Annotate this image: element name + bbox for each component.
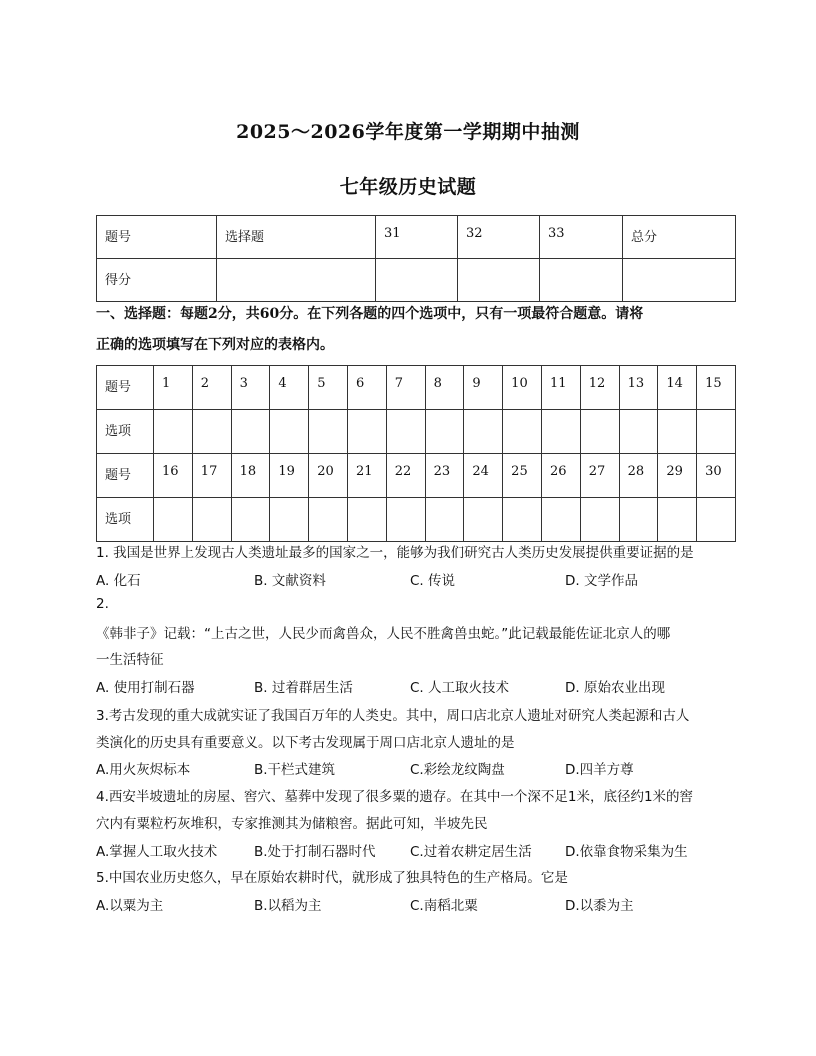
answer-blank-cell[interactable] (580, 410, 619, 454)
answer-num-cell: 30 (697, 454, 736, 498)
table-row (97, 366, 736, 410)
table-row (97, 216, 736, 259)
answer-blank-cell[interactable] (658, 498, 697, 542)
answer-num-cell: 25 (503, 454, 542, 498)
answer-blank-cell[interactable] (154, 498, 193, 542)
exam-title: 2025～2026学年度第一学期期中抽测 (236, 121, 580, 143)
answer-num-label: 题号 (97, 366, 154, 410)
score-blank-cell[interactable] (540, 259, 623, 302)
option-b[interactable]: B. 文献资料 (254, 573, 326, 589)
answer-num-cell: 28 (619, 454, 658, 498)
option-a[interactable]: A.用火灰烬标本 (96, 762, 191, 778)
answer-num-cell: 15 (697, 366, 736, 410)
score-blank-cell[interactable] (217, 259, 376, 302)
answer-blank-cell[interactable] (154, 410, 193, 454)
table-row (97, 454, 736, 498)
option-b[interactable]: B. 过着群居生活 (254, 680, 353, 696)
answer-blank-cell[interactable] (541, 410, 580, 454)
score-header-cell: 总分 (623, 216, 736, 259)
answer-num-cell: 10 (503, 366, 542, 410)
question-2-stem-line1: 《韩非子》记载：“上古之世，人民少而禽兽众，人民不胜禽兽虫蛇。”此记载最能佐证北京人的哪 (96, 626, 671, 642)
question-2-stem-line2: 一生活特征 (96, 652, 164, 668)
answer-blank-cell[interactable] (270, 410, 309, 454)
option-a[interactable]: A. 使用打制石器 (96, 680, 195, 696)
option-d[interactable]: D. 文学作品 (565, 573, 638, 589)
answer-num-cell: 19 (270, 454, 309, 498)
score-blank-cell[interactable] (458, 259, 540, 302)
answer-num-cell: 23 (425, 454, 464, 498)
answer-num-cell: 9 (464, 366, 503, 410)
answer-num-cell: 11 (541, 366, 580, 410)
option-c[interactable]: C.彩绘龙纹陶盘 (410, 762, 505, 778)
answer-num-cell: 21 (347, 454, 386, 498)
answer-num-cell: 14 (658, 366, 697, 410)
question-2-number: 2. (96, 596, 109, 612)
answer-blank-cell[interactable] (309, 498, 348, 542)
question-4-stem-line2: 穴内有粟粒朽灰堆积，专家推测其为储粮窖。据此可知，半坡先民 (96, 816, 488, 832)
section-instruction-line1: 一、选择题：每题2分，共60分。在下列各题的四个选项中，只有一项最符合题意。请将 (96, 306, 644, 322)
score-table (96, 215, 736, 302)
score-header-cell: 32 (458, 216, 540, 259)
option-b[interactable]: B.以稻为主 (254, 898, 322, 914)
answer-blank-cell[interactable] (309, 410, 348, 454)
table-row (97, 259, 736, 302)
score-header-cell: 选择题 (217, 216, 376, 259)
section-instruction-line2: 正确的选项填写在下列对应的表格内。 (96, 337, 334, 353)
option-c[interactable]: C. 人工取火技术 (410, 680, 510, 696)
answer-num-cell: 24 (464, 454, 503, 498)
option-a[interactable]: A.掌握人工取火技术 (96, 844, 218, 860)
answer-blank-cell[interactable] (386, 410, 425, 454)
answer-blank-cell[interactable] (347, 410, 386, 454)
answer-blank-cell[interactable] (347, 498, 386, 542)
table-row (97, 410, 736, 454)
answer-blank-cell[interactable] (231, 498, 270, 542)
option-b[interactable]: B.干栏式建筑 (254, 762, 336, 778)
option-c[interactable]: C. 传说 (410, 573, 456, 589)
answer-num-cell: 13 (619, 366, 658, 410)
answer-blank-cell[interactable] (503, 410, 542, 454)
option-d[interactable]: D. 原始农业出现 (565, 680, 665, 696)
answer-num-cell: 17 (192, 454, 231, 498)
answer-num-cell: 29 (658, 454, 697, 498)
answer-num-cell: 3 (231, 366, 270, 410)
option-a[interactable]: A.以粟为主 (96, 898, 164, 914)
answer-num-cell: 27 (580, 454, 619, 498)
question-5-stem: 5.中国农业历史悠久，早在原始农耕时代，就形成了独具特色的生产格局。它是 (96, 870, 568, 886)
answer-num-cell: 22 (386, 454, 425, 498)
question-4-stem-line1: 4.西安半坡遗址的房屋、窖穴、墓葬中发现了很多粟的遗存。在其中一个深不足1米，底径约1米的窖 (96, 789, 694, 805)
score-blank-cell[interactable] (376, 259, 458, 302)
answer-num-cell: 16 (154, 454, 193, 498)
answer-blank-cell[interactable] (580, 498, 619, 542)
answer-blank-cell[interactable] (425, 498, 464, 542)
option-c[interactable]: C.过着农耕定居生活 (410, 844, 532, 860)
answer-blank-cell[interactable] (464, 410, 503, 454)
answer-table (96, 365, 736, 542)
answer-blank-cell[interactable] (386, 498, 425, 542)
answer-blank-cell[interactable] (231, 410, 270, 454)
answer-num-label: 题号 (97, 454, 154, 498)
answer-blank-cell[interactable] (270, 498, 309, 542)
option-b[interactable]: B.处于打制石器时代 (254, 844, 376, 860)
answer-blank-cell[interactable] (619, 410, 658, 454)
question-3-stem-line1: 3.考古发现的重大成就实证了我国百万年的人类史。其中，周口店北京人遗址对研究人类起源和古人 (96, 708, 690, 724)
answer-blank-cell[interactable] (425, 410, 464, 454)
answer-num-cell: 1 (154, 366, 193, 410)
answer-num-cell: 4 (270, 366, 309, 410)
answer-blank-cell[interactable] (658, 410, 697, 454)
exam-subtitle: 七年级历史试题 (339, 176, 477, 198)
answer-blank-cell[interactable] (192, 410, 231, 454)
score-header-cell: 题号 (97, 216, 217, 259)
option-d[interactable]: D.四羊方尊 (565, 762, 634, 778)
answer-num-cell: 6 (347, 366, 386, 410)
answer-blank-cell[interactable] (697, 498, 736, 542)
score-blank-cell[interactable] (623, 259, 736, 302)
answer-opt-label: 选项 (97, 498, 154, 542)
answer-num-cell: 20 (309, 454, 348, 498)
answer-num-cell: 18 (231, 454, 270, 498)
answer-blank-cell[interactable] (541, 498, 580, 542)
answer-blank-cell[interactable] (697, 410, 736, 454)
answer-blank-cell[interactable] (464, 498, 503, 542)
answer-blank-cell[interactable] (503, 498, 542, 542)
question-1-stem: 1. 我国是世界上发现古人类遗址最多的国家之一，能够为我们研究古人类历史发展提供重要证据的是 (96, 545, 694, 561)
answer-num-cell: 26 (541, 454, 580, 498)
score-header-cell: 33 (540, 216, 623, 259)
option-d[interactable]: D.依靠食物采集为生 (565, 844, 688, 860)
question-3-stem-line2: 类演化的历史具有重要意义。以下考古发现属于周口店北京人遗址的是 (96, 735, 515, 751)
answer-opt-label: 选项 (97, 410, 154, 454)
answer-num-cell: 8 (425, 366, 464, 410)
answer-blank-cell[interactable] (192, 498, 231, 542)
answer-blank-cell[interactable] (619, 498, 658, 542)
table-row (97, 498, 736, 542)
answer-num-cell: 12 (580, 366, 619, 410)
answer-num-cell: 7 (386, 366, 425, 410)
option-a[interactable]: A. 化石 (96, 573, 141, 589)
score-row-label: 得分 (97, 259, 217, 302)
answer-num-cell: 5 (309, 366, 348, 410)
option-d[interactable]: D.以黍为主 (565, 898, 634, 914)
score-header-cell: 31 (376, 216, 458, 259)
option-c[interactable]: C.南稻北粟 (410, 898, 478, 914)
answer-num-cell: 2 (192, 366, 231, 410)
